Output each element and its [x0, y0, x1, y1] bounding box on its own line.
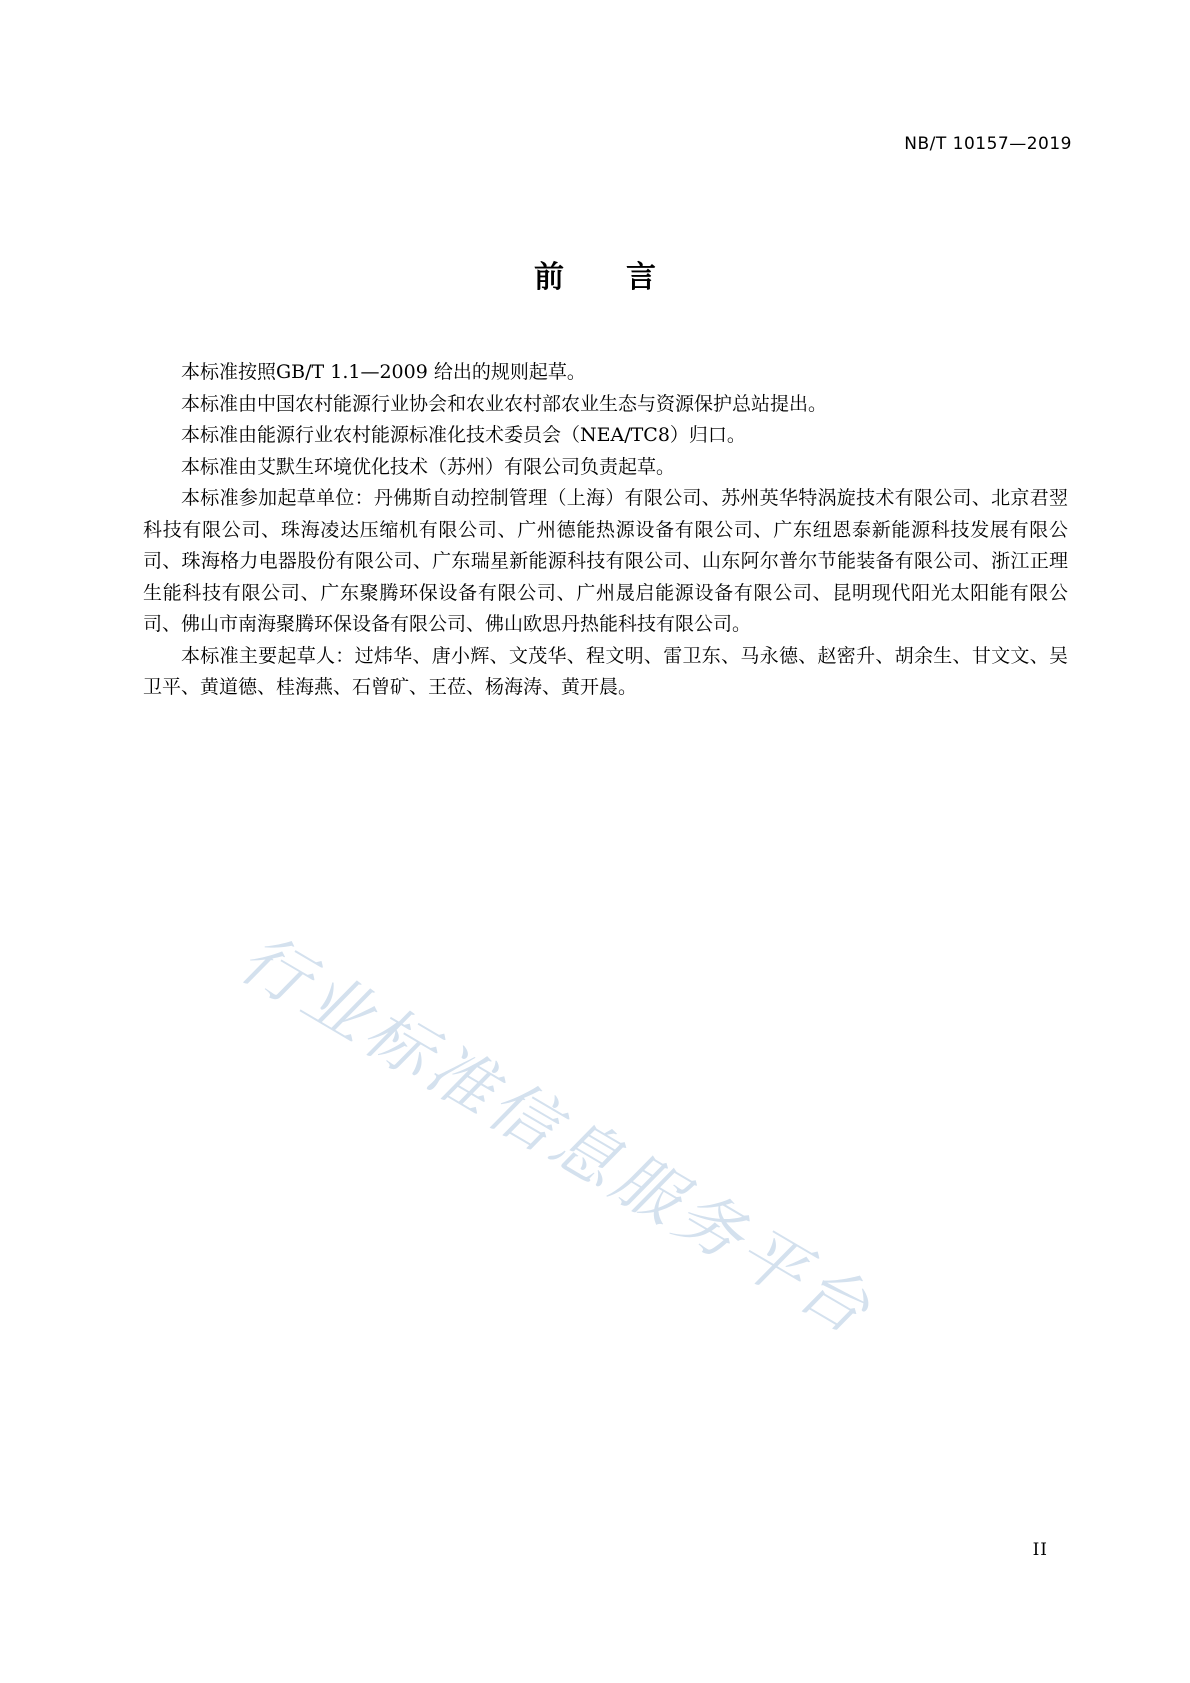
page-title: 前言 [534, 260, 718, 295]
paragraph-drafting-rules: 本标准按照GB/T 1.1—2009 给出的规则起草。 [181, 361, 586, 383]
watermark: 行业标准信息服务平台 [227, 919, 887, 1352]
paragraph-proposer: 本标准由中国农村能源行业协会和农业农村部农业生态与资源保护总站提出。 [181, 392, 828, 415]
paragraph-lead-drafter: 本标准由艾默生环境优化技术（苏州）有限公司负责起草。 [181, 455, 676, 478]
standard-code: NB/T 10157—2019 [904, 134, 1072, 154]
foreword-body [143, 357, 1068, 704]
page-number: II [1032, 1540, 1048, 1560]
paragraph-main-drafters: 本标准主要起草人：过炜华、唐小辉、文茂华、程文明、雷卫东、马永德、赵密升、胡余生、甘文文、吴卫平、黄道德、桂海燕、石曾矿、王莅、杨海涛、黄开晨。 [143, 644, 1068, 698]
paragraph-participating-units: 本标准参加起草单位：丹佛斯自动控制管理（上海）有限公司、苏州英华特涡旋技术有限公司、北京君翌科技有限公司、珠海凌达压缩机有限公司、广州德能热源设备有限公司、广东纽恩泰新能源科技发展有限公司、珠海格力电器股份有限公司、广东瑞星新能源科技有限公司、山东阿尔普尔节能装备有限公司、浙江正理生能科技有限公司、广东聚腾环保设备有限公司、广州晟启能源设备有限公司、昆明现代阳光太阳能有限公司、佛山市南海聚腾环保设备有限公司、佛山欧思丹热能科技有限公司。 [143, 487, 1068, 635]
paragraph-committee: 本标准由能源行业农村能源标准化技术委员会（NEA/TC8）归口。 [181, 424, 746, 446]
